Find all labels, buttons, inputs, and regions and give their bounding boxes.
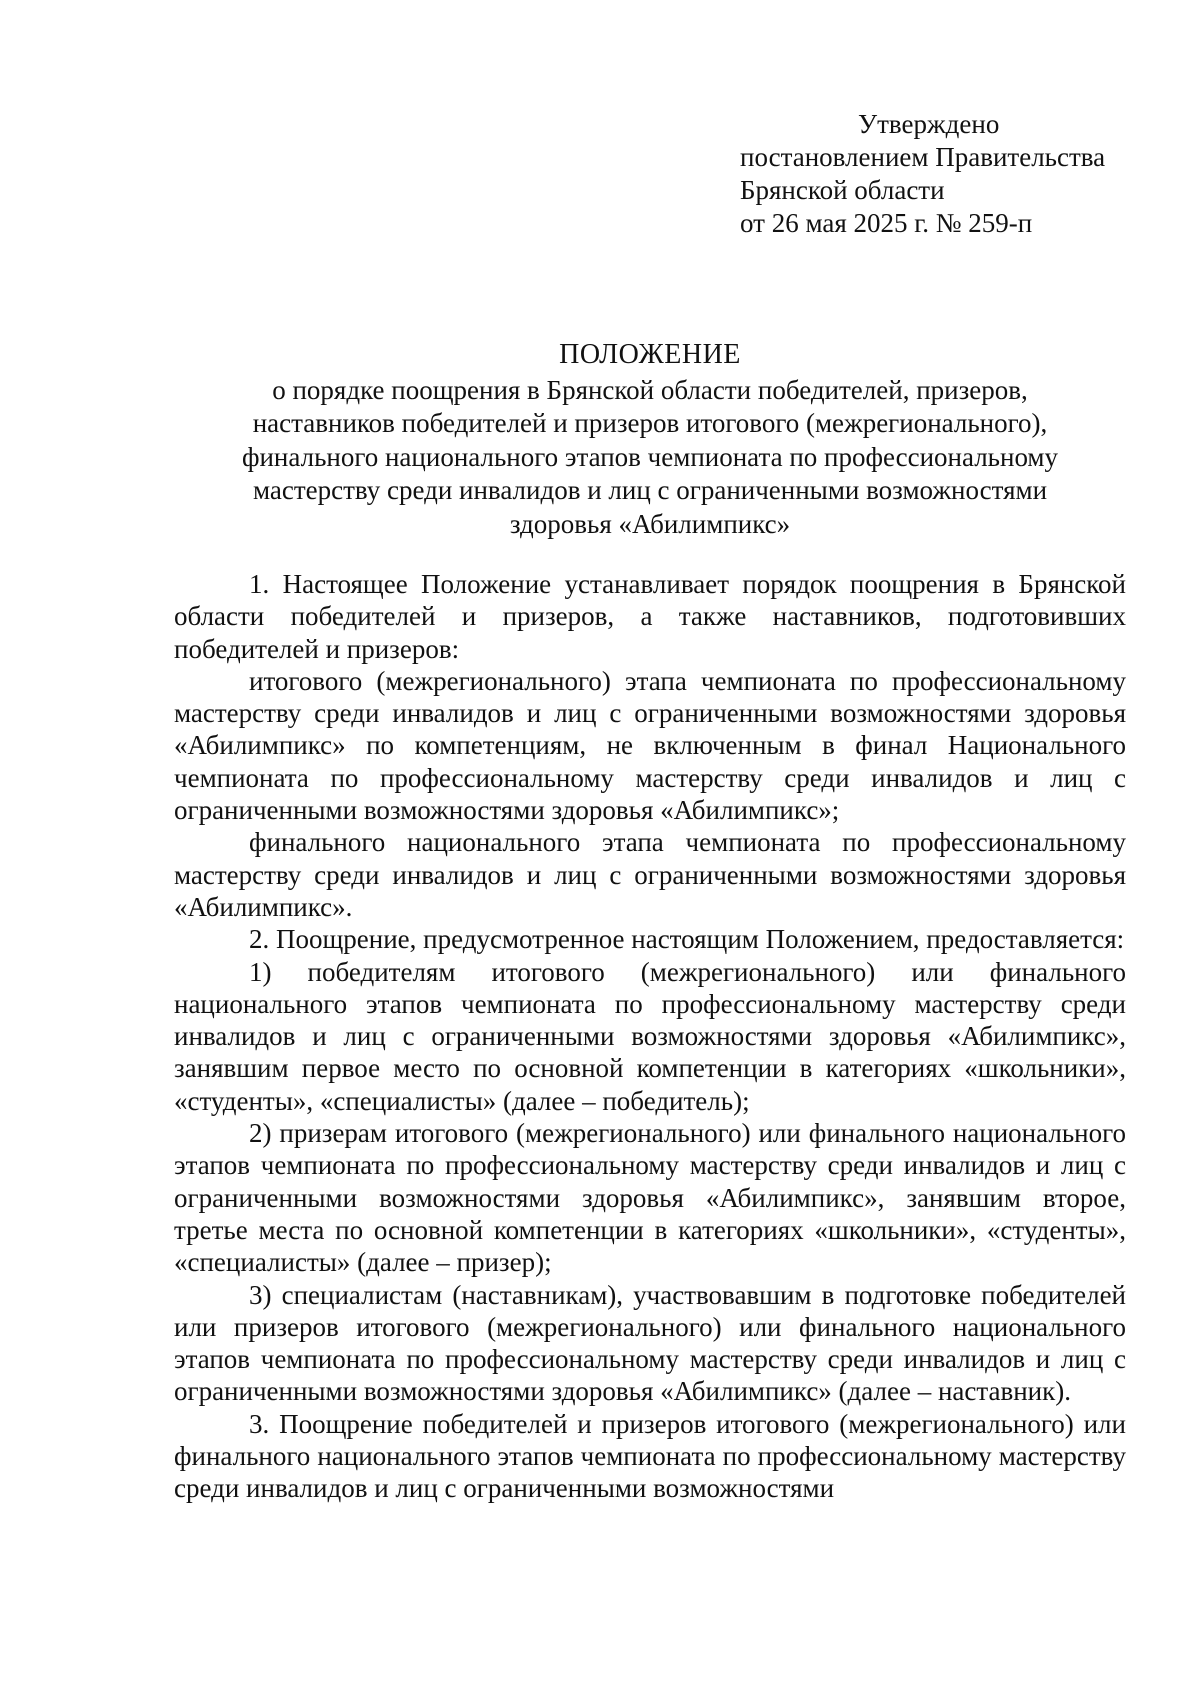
title-subline: здоровья «Абилимпикс» [509,508,791,539]
paragraph-3: 3. Поощрение победителей и призеров итогового (межрегионального) или финального национального этапов чемпионата по профессиональному мастерству среди инвалидов и лиц с ограниченными возможностями [174,1408,1126,1504]
title-subline: финального национального этапов чемпионата по профессиональному [241,441,1059,472]
title-subline: о порядке поощрения в Брянской области победителей, призеров, [272,374,1028,405]
approval-word: Утверждено [858,109,1000,139]
approval-date-number: от 26 мая 2025 г. № 259-п [740,208,1033,238]
paragraph-1-item-regional: итогового (межрегионального) этапа чемпионата по профессиональному мастерству среди инвалидов и лиц с ограниченными возможностями здоровья «Абилимпикс» по компетенциям, не включенным в финал Национального чемпионата по профессиональному мастерству среди инвалидов и лиц с ограниченными возможностями здоровья «Абилимпикс»; [174,665,1126,826]
document-title: ПОЛОЖЕНИЕ [559,339,741,370]
approval-decree: постановлением Правительства [740,142,1106,172]
paragraph-2: 2. Поощрение, предусмотренное настоящим Положением, предоставляется: [249,924,1125,955]
paragraph-1-item-final: финального национального этапа чемпионата по профессиональному мастерству среди инвалидов и лиц с ограниченными возможностями здоровья «Абилимпикс». [174,827,1126,922]
document-body [174,568,1126,1505]
paragraph-2-item-1: 1) победителям итогового (межрегионального) или финального национального этапов чемпионата по профессиональному мастерству среди инвалидов и лиц с ограниченными возможностями здоровья «Абилимпикс», занявшим первое место по основной компетенции в категориях «школьники», «студенты», «специалисты» (далее – победитель); [174,956,1126,1116]
paragraph-2-item-2: 2) призерам итогового (межрегионального) или финального национального этапов чемпионата по профессиональному мастерству среди инвалидов и лиц с ограниченными возможностями здоровья «Абилимпикс», занявшим второе, третье места по основной компетенции в категориях «школьники», «студенты», «специалисты» (далее – призер); [174,1118,1126,1278]
title-subline: мастерству среди инвалидов и лиц с ограниченными возможностями [252,475,1048,505]
document-title-block [180,338,1120,541]
paragraph-2-item-3: 3) специалистам (наставникам), участвовавшим в подготовке победителей или призеров итогового (межрегионального) или финального национального этапов чемпионата по профессиональному мастерству среди инвалидов и лиц с ограниченными возможностями здоровья «Абилимпикс» (далее – наставник). [174,1279,1126,1407]
title-subline: наставников победителей и призеров итогового (межрегионального), [252,408,1048,438]
paragraph-1: 1. Настоящее Положение устанавливает порядок поощрения в Брянской области победителей и призеров, а также наставников, подготовивших победителей и призеров: [174,569,1126,664]
approval-region: Брянской области [740,175,945,205]
approval-stamp [740,108,1105,240]
